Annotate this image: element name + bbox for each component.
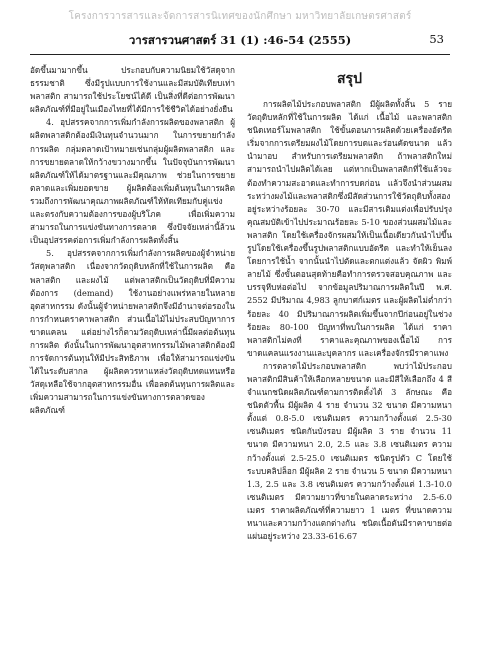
left-paragraph-1: อัดขึ้นมามากขึ้น ประกอบกับความนิยมใช้วัสดุจากธรรมชาติ ซึ่งมีรูปแบบการใช้งานและมีสมบัติเทียบเท่าพลาสติก สามารถใช้ประโยชน์ได้ดี เป็นสิ่งที่ดีต่อการพัฒนาผลิตภัณฑ์ที่มีอยู่ในเมืองไทยที่ได้มีการใช้ชีวิตได้อย่างยั่งยืน <box>30 65 235 115</box>
left-paragraph-3: 5. อุปสรรคจากการเพิ่มกำลังการผลิตของผู้จำหน่ายวัสดุพลาสติก เนื่องจากวัตถุดิบหลักที่ใช้ในการผลิต คือ พลาสติก และผงไม้ แต่พลาสติกเป็นวัตถุดิบที่มีความต้องการ (demand) ใช้งานอย่างแพร่หลายในหลายอุตสาหกรรม ดังนั้นผู้จำหน่ายพลาสติกจึงมีอำนาจต่อรองในการกำหนดราคาพลาสติก ส่วนเนื้อไม้ไม่ประสบปัญหาการขาดแคลน แต่อย่างไรก็ตามวัตถุดิบเหล่านี้มีผลต่อต้นทุนการผลิต ดังนั้นในการพัฒนาอุตสาหกรรมไม้พลาสติกต้องมีการจัดการต้นทุนให้มีประสิทธิภาพ เพื่อให้สามารถแข่งขันได้ในระดับสากล ผู้ผลิตควรหาแหล่งวัตถุดิบทดแทนหรือวัสดุเหลือใช้จากอุตสาหกรรมอื่น เพื่อลดต้นทุนการผลิตและเพิ่มความสามารถในการแข่งขันทางการตลาดของผลิตภัณฑ์ <box>30 248 235 416</box>
section-title: สรุป <box>337 71 362 87</box>
watermark: โครงการวารสารและจัดการสารนิเทศของนักศึกษา มหาวิทยาลัยเกษตรศาสตร์ <box>68 11 412 22</box>
page-number: 53 <box>429 32 444 46</box>
journal-citation: วารสารวนศาสตร์ 31 (1) :46-54 (2555) <box>128 33 352 47</box>
right-paragraph-2: การตลาดไม้ประกอบพลาสติก พบว่าไม้ประกอบพลาสติกมีสินค้าให้เลือกหลายขนาด และมีสีให้เลือกถึง 4 สี จำแนกชนิดผลิตภัณฑ์ตามการติดตั้งได้ 3 ลักษณะ คือ ชนิดตัวพื้น มีผู้ผลิต 4 ราย จำนวน 32 ขนาด มีความหนาตั้งแต่ 0.8-5.0 เซนติเมตร ความกว้างตั้งแต่ 2.5-30 เซนติเมตร ชนิดกันบังรอบ มีผู้ผลิต 3 ราย จำนวน 11 ขนาด มีความหนา 2.0, 2.5 และ 3.8 เซนติเมตร ความกว้างตั้งแต่ 2.5-25.0 เซนติเมตร ชนิดรูปตัว C โดยใช้ระบบคลิปล็อก มีผู้ผลิต 2 ราย จำนวน 5 ขนาด มีความหนา 1.3, 2.5 และ 3.8 เซนติเมตร ความกว้างตั้งแต่ 1.3-10.0 เซนติเมตร มีความยาวที่ขายในตลาดระหว่าง 2.5-6.0 เมตร ราคาผลิตภัณฑ์ที่ความยาว 1 เมตร ที่ขนาดความหนาและความกว้างแตกต่างกัน ชนิดเนื้อตันมีราคาขายต่อแผ่นอยู่ระหว่าง 23.33-616.67 <box>247 360 452 542</box>
left-column <box>30 64 235 418</box>
right-paragraph-1: การผลิตไม้ประกอบพลาสติก มีผู้ผลิตทั้งสิ้น 5 ราย วัตถุดิบหลักที่ใช้ในการผลิต ได้แก่ เนื้อไม้ และพลาสติกชนิดเทอร์โมพลาสติก ใช้ขั้นตอนการผลิตด้วยเครื่องอัดรีด เริ่มจากการเตรียมผงไม้โดยการบดและร่อนคัดขนาด แล้วนำมาอบ สำหรับการเตรียมพลาสติก ถ้าพลาสติกใหม่สามารถนำไปผลิตได้เลย แต่หากเป็นพลาสติกที่ใช้แล้วจะต้องทำความสะอาดและทำการบดก่อน แล้วจึงนำส่วนผสมระหว่างผงไม้และพลาสติกซึ่งมีสัดส่วนการใช้วัตถุดิบทั้งสองอยู่ระหว่างร้อยละ 30-70 และมีสารเติมแต่งเพื่อปรับปรุงคุณสมบัติเข้าไปประมาณร้อยละ 5-10 ของส่วนผสมไม้และพลาสติก โดยใช้เครื่องจักรผสมให้เป็นเนื้อเดียวกันนำไปขึ้นรูปโดยใช้เครื่องขึ้นรูปพลาสติกแบบอัดรีด และทำให้เย็นลงโดยการใช้น้ำ จากนั้นนำไปตัดและตกแต่งแล้ว จัดผิว พิมพ์ลายไม้ ซึ่งขั้นตอนสุดท้ายคือทำการตรวจสอบคุณภาพ และบรรจุหีบห่อต่อไป จากข้อมูลปริมาณการผลิตในปี พ.ศ. 2552 มีปริมาณ 4,983 ลูกบาศก์เมตร และผู้ผลิตไม่ต่ำกว่าร้อยละ 40 มีปริมาณการผลิตเพิ่มขึ้นจากปีก่อนอยู่ในช่วงร้อยละ 80-100 ปัญหาที่พบในการผลิต ได้แก่ ราคาพลาสติกไม่คงที่ ราคาและคุณภาพของเนื้อไม้ การขาดแคลนแรงงานและบุคลากร และเครื่องจักรมีราคาแพง <box>247 99 452 358</box>
right-column <box>247 64 452 543</box>
header-rule <box>30 54 450 55</box>
left-paragraph-2: 4. อุปสรรคจากการเพิ่มกำลังการผลิตของพลาสติก ผู้ผลิตพลาสติกต้องมีเงินทุนจำนวนมาก ในการขยายกำลังการผลิต กลุ่มตลาดเป้าหมายเช่นกลุ่มผู้ผลิตพลาสติก และการขยายตลาดให้กว้างขวางมากขึ้น ในปัจจุบันการพัฒนาผลิตภัณฑ์ให้ได้มาตรฐานและมีคุณภาพ ช่วยในการขยายตลาดและเพิ่มยอดขาย ผู้ผลิตต้องเพิ่มต้นทุนในการผลิต รวมถึงการพัฒนาคุณภาพผลิตภัณฑ์ให้ทัดเทียมกับคู่แข่งและตรงกับความต้องการของผู้บริโภค เพื่อเพิ่มความสามารถในการแข่งขันทางการตลาด ซึ่งปัจจัยเหล่านี้ล้วนเป็นอุปสรรคต่อการเพิ่มกำลังการผลิตทั้งสิ้น <box>30 117 235 246</box>
running-header <box>0 28 480 52</box>
